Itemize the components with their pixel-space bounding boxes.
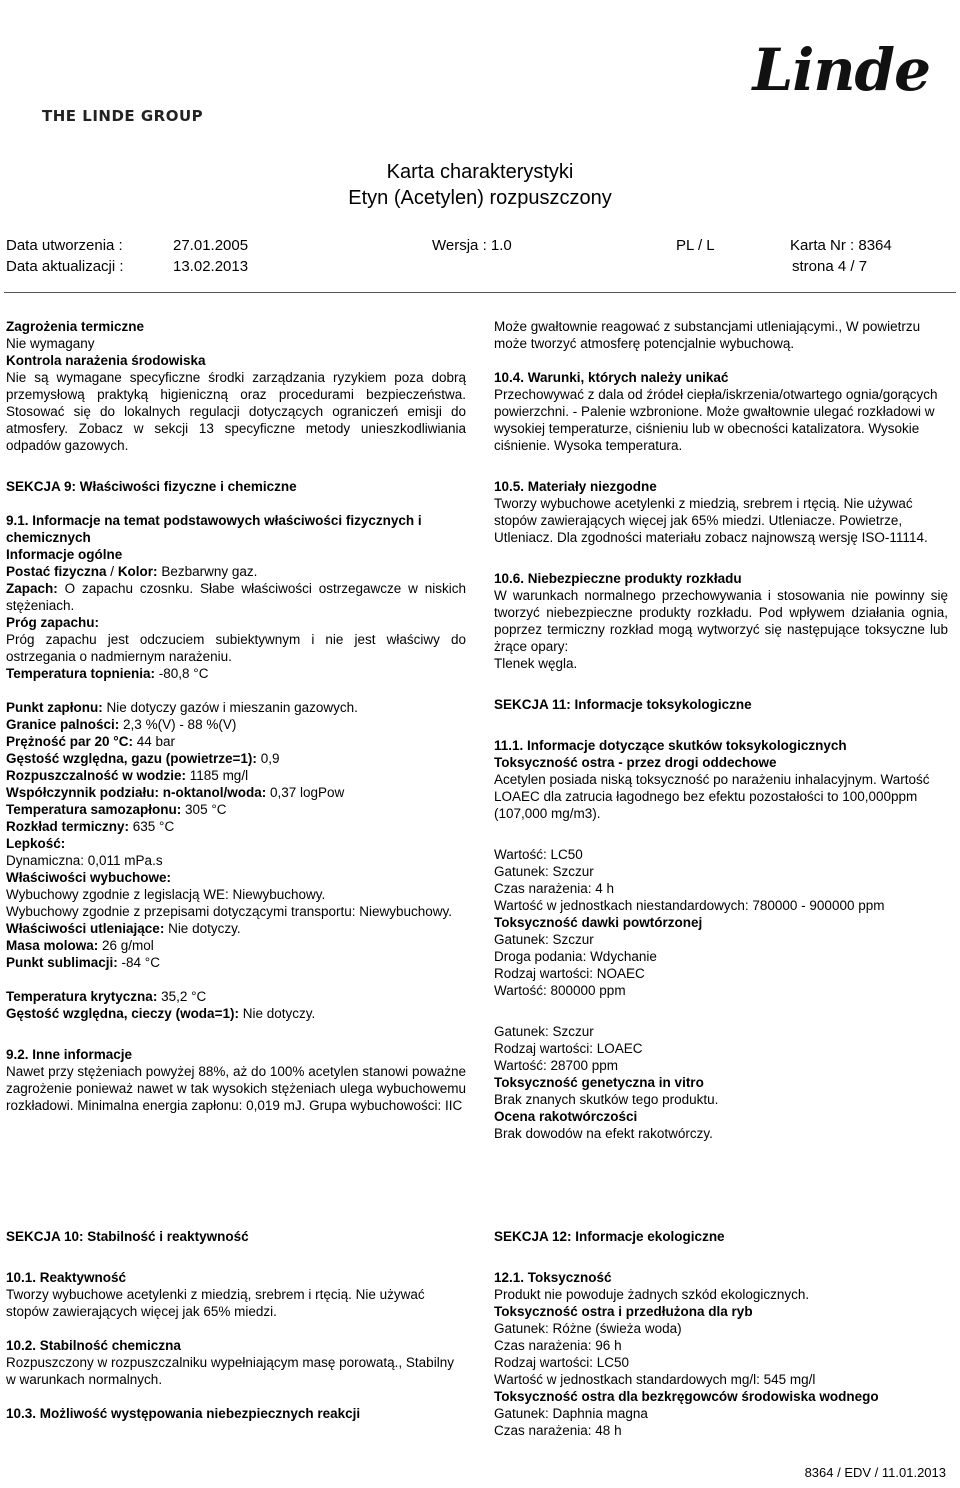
value-line: Czas narażenia: 4 h: [494, 881, 615, 896]
value-line: Brak znanych skutków tego produktu.: [494, 1092, 719, 1107]
property-row: Gęstość względna, cieczy (woda=1): Nie dotyczy.: [6, 1006, 316, 1021]
property-row: Granice palności: 2,3 %(V) - 88 %(V): [6, 717, 237, 732]
updated-label: Data aktualizacji :: [6, 258, 124, 275]
heading-acute-tox: Toksyczność ostra - przez drogi oddechowe: [494, 755, 777, 770]
heading-general-info: Informacje ogólne: [6, 547, 123, 562]
subsection-10-5: 10.5. Materiały niezgodne: [494, 479, 657, 494]
created-label: Data utworzenia :: [6, 237, 123, 254]
value-line: Wartość: 28700 ppm: [494, 1058, 619, 1073]
heading-invertebrate-tox: Toksyczność ostra dla bezkręgowców środowiska wodnego: [494, 1389, 879, 1404]
card-number: Karta Nr : 8364: [790, 237, 892, 254]
paragraph: Rozpuszczony w rozpuszczalniku wypełniającym masę porowatą., Stabilny w warunkach normalnych.: [6, 1355, 454, 1387]
created-value: 27.01.2005: [173, 237, 249, 254]
heading-fish-tox: Toksyczność ostra i przedłużona dla ryb: [494, 1304, 753, 1319]
document-title: Karta charakterystyki: [386, 161, 574, 183]
property-row: Punkt zapłonu: Nie dotyczy gazów i mieszanin gazowych.: [6, 700, 358, 715]
section-11-title: SEKCJA 11: Informacje toksykologiczne: [494, 697, 752, 712]
left-bottom-column: [6, 1228, 466, 1422]
subsection-10-1: 10.1. Reaktywność: [6, 1270, 127, 1285]
heading-genetic-tox: Toksyczność genetyczna in vitro: [494, 1075, 704, 1090]
heading-repeated-dose: Toksyczność dawki powtórzonej: [494, 915, 703, 930]
value-line: Gatunek: Szczur: [494, 864, 594, 879]
paragraph: Tlenek węgla.: [494, 656, 578, 671]
value-line: Wartość w jednostkach standardowych mg/l: 545 mg/l: [494, 1372, 816, 1387]
subsection-10-2: 10.2. Stabilność chemiczna: [6, 1338, 181, 1353]
paragraph: Może gwałtownie reagować z substancjami utleniającymi., W powietrzu może tworzyć atmosferę potencjalnie wybuchową.: [494, 319, 921, 351]
property-row: Temperatura samozapłonu: 305 °C: [6, 802, 227, 817]
subsection-9-1: 9.1. Informacje na temat podstawowych właściwości fizycznych i chemicznych: [6, 513, 422, 545]
right-column: [494, 318, 948, 1142]
section-12-title: SEKCJA 12: Informacje ekologiczne: [494, 1229, 725, 1244]
subsection-9-2: 9.2. Inne informacje: [6, 1047, 133, 1062]
version: Wersja : 1.0: [432, 237, 512, 254]
value-line: Brak dowodów na efekt rakotwórczy.: [494, 1126, 713, 1141]
paragraph: Tworzy wybuchowe acetylenki z miedzią, srebrem i rtęcią. Nie używać stopów zawierających więcej jak 65% miedzi. Utleniacze. Powietrze, Utleniacz. Dla zgodności materiału zobacz najnowszą wersję ISO-11114.: [494, 496, 928, 545]
section-9-title: SEKCJA 9: Właściwości fizyczne i chemiczne: [6, 479, 297, 494]
property-row: Postać fizyczna / Kolor: Bezbarwny gaz.: [6, 564, 258, 579]
value-line: Czas narażenia: 48 h: [494, 1423, 622, 1438]
property-row: Właściwości utleniające: Nie dotyczy.: [6, 921, 241, 936]
value-line: Gatunek: Szczur: [494, 932, 594, 947]
property-label: Lepkość:: [6, 836, 66, 851]
document-subtitle: Etyn (Acetylen) rozpuszczony: [348, 187, 612, 209]
left-column: [6, 318, 466, 1114]
property-label: Właściwości wybuchowe:: [6, 870, 172, 885]
value-line: Droga podania: Wdychanie: [494, 949, 657, 964]
paragraph: Produkt nie powoduje żadnych szkód ekologicznych.: [494, 1287, 810, 1302]
property-value: Dynamiczna: 0,011 mPa.s: [6, 853, 163, 868]
header-divider: [4, 292, 956, 293]
property-row: Prężność par 20 °C: 44 bar: [6, 734, 175, 749]
value-line: Wartość: 800000 ppm: [494, 983, 626, 998]
brand-name: THE LINDE GROUP: [42, 107, 204, 125]
updated-value: 13.02.2013: [173, 258, 249, 275]
property-row: Masa molowa: 26 g/mol: [6, 938, 154, 953]
value-line: Gatunek: Szczur: [494, 1024, 594, 1039]
value-line: Wartość: LC50: [494, 847, 583, 862]
paragraph: Nie są wymagane specyficzne środki zarządzania ryzykiem poza dobrą przemysłową praktyką higieniczną oraz procedurami bezpieczeństwa. Stosować się do lokalnych regulacji dotyczących ograniczeń emisji do atmosfery. Zobacz w sekcji 13 specyficzne metody unieszkodliwiania odpadów gazowych.: [6, 370, 466, 453]
value-line: Gatunek: Różne (świeża woda): [494, 1321, 682, 1336]
section-10-title: SEKCJA 10: Stabilność i reaktywność: [6, 1229, 249, 1244]
property-row: Współczynnik podziału: n-oktanol/woda: 0,37 logPow: [6, 785, 345, 800]
value-line: Rodzaj wartości: LC50: [494, 1355, 630, 1370]
paragraph: Przechowywać z dala od źródeł ciepła/iskrzenia/otwartego ognia/gorących powierzchni. - Palenie wzbronione. Może gwałtownie ulegać rozkładowi w wysokiej temperaturze, ciśnieniu lub w obecności katalizatora. Wysokie ciśnienie. Wysoka temperatura.: [494, 387, 938, 453]
property-value: Wybuchowy zgodnie z legislacją WE: Niewybuchowy.: [6, 887, 326, 902]
linde-logo: Linde: [752, 36, 930, 104]
heading-env-exposure: Kontrola narażenia środowiska: [6, 353, 206, 368]
property-row: Rozkład termiczny: 635 °C: [6, 819, 175, 834]
text: Nie wymagany: [6, 336, 95, 351]
language: PL / L: [676, 237, 715, 254]
subsection-10-4: 10.4. Warunki, których należy unikać: [494, 370, 729, 385]
paragraph: Tworzy wybuchowe acetylenki z miedzią, srebrem i rtęcią. Nie używać stopów zawierających więcej jak 65% miedzi.: [6, 1287, 425, 1319]
property-row: Punkt sublimacji: -84 °C: [6, 955, 160, 970]
subsection-10-6: 10.6. Niebezpieczne produkty rozkładu: [494, 571, 742, 586]
value-line: Rodzaj wartości: NOAEC: [494, 966, 645, 981]
property-row: Rozpuszczalność w wodzie: 1185 mg/l: [6, 768, 249, 783]
property-label: Próg zapachu:: [6, 615, 100, 630]
property-value: Wybuchowy zgodnie z przepisami dotyczącymi transportu: Niewybuchowy.: [6, 904, 453, 919]
value-line: Rodzaj wartości: LOAEC: [494, 1041, 643, 1056]
property-row: Temperatura topnienia: -80,8 °C: [6, 666, 209, 681]
right-bottom-column: [494, 1228, 948, 1439]
value-line: Gatunek: Daphnia magna: [494, 1406, 648, 1421]
value-line: Wartość w jednostkach niestandardowych: 780000 - 900000 ppm: [494, 898, 885, 913]
paragraph: W warunkach normalnego przechowywania i stosowania nie powinny się tworzyć niebezpieczne produkty rozkładu. Pod wpływem działania ognia, poprzez termiczny rozkład mogą wytworzyć się następujące toksyczne lub żrące opary:: [494, 588, 948, 654]
property-value: Próg zapachu jest odczuciem subiektywnym i nie jest właściwy do ostrzegania o nadmiernym narażeniu.: [6, 632, 466, 664]
heading-thermal-hazards: Zagrożenia termiczne: [6, 319, 145, 334]
footer-code: 8364 / EDV / 11.01.2013: [804, 1465, 946, 1480]
value-line: Czas narażenia: 96 h: [494, 1338, 622, 1353]
subsection-11-1: 11.1. Informacje dotyczące skutków toksykologicznych: [494, 738, 847, 753]
paragraph: Nawet przy stężeniach powyżej 88%, aż do 100% acetylen stanowi poważne zagrożenie ponieważ nawet w tak wysokich stężeniach ulega wybuchowemu rozkładowi. Minimalna energia zapłonu: 0,019 mJ. Grupa wybuchowości: IIC: [6, 1064, 466, 1113]
property-row: Temperatura krytyczna: 35,2 °C: [6, 989, 207, 1004]
heading-carcinogenicity: Ocena rakotwórczości: [494, 1109, 638, 1124]
property-row: Gęstość względna, gazu (powietrze=1): 0,9: [6, 751, 280, 766]
page-number: strona 4 / 7: [792, 258, 868, 275]
subsection-12-1: 12.1. Toksyczność: [494, 1270, 612, 1285]
property-row: Zapach: O zapachu czosnku. Słabe właściwości ostrzegawcze w niskich stężeniach.: [6, 581, 466, 613]
subsection-10-3: 10.3. Możliwość występowania niebezpiecznych reakcji: [6, 1406, 361, 1421]
paragraph: Acetylen posiada niską toksyczność po narażeniu inhalacyjnym. Wartość LOAEC dla zatrucia łagodnego bez efektu pozostałości to 100,000ppm (107,000 mg/m3).: [494, 772, 930, 821]
